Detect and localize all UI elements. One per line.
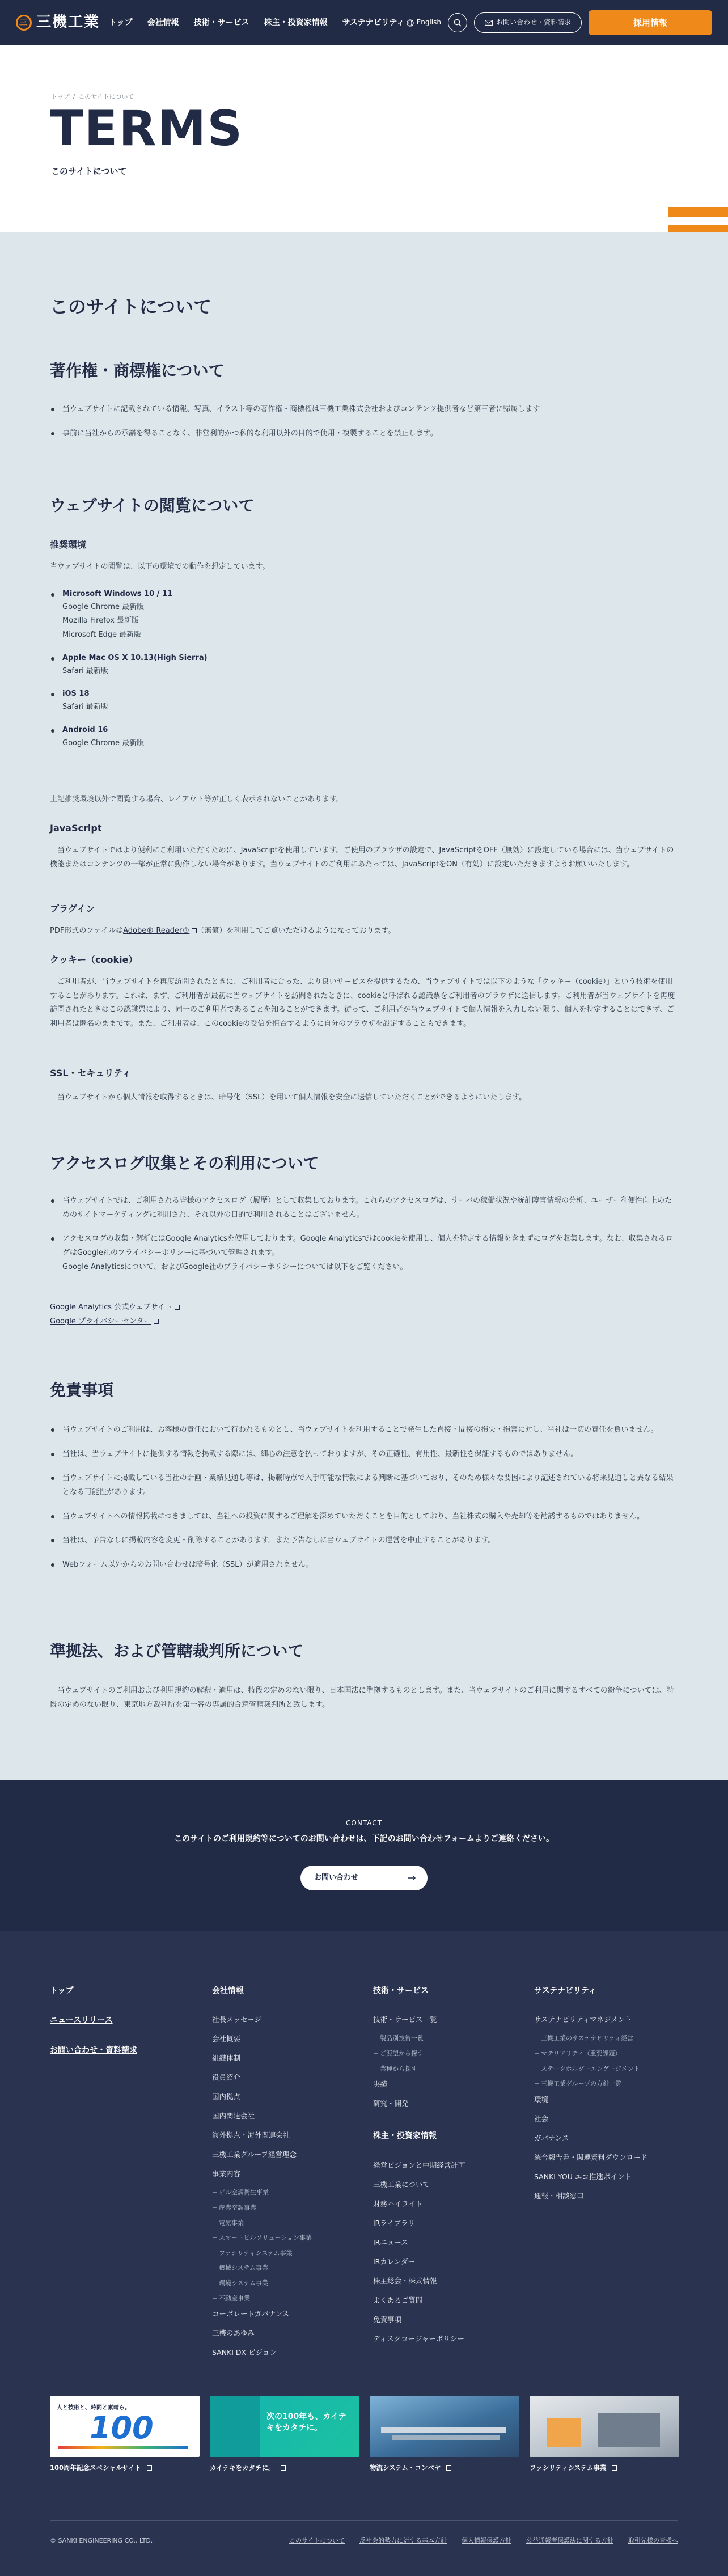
main-content	[0, 232, 728, 1780]
adobe-reader-link[interactable]	[123, 927, 197, 935]
banner-caption-text: カイテキをカタチに。	[210, 2464, 275, 2472]
banner-photo-area	[210, 2396, 260, 2457]
footer-link[interactable]: 実績	[373, 2080, 388, 2089]
env-os: Microsoft Windows 10 / 11	[62, 590, 173, 598]
footer-bottom	[50, 2520, 678, 2546]
footer-link[interactable]: IRニュース	[373, 2237, 408, 2247]
footer-link[interactable]: SANKI DX ビジョン	[212, 2348, 277, 2357]
footer-bottom-link[interactable]: 取引先様の皆様へ	[628, 2537, 678, 2544]
environment-heading: 推奨環境	[50, 539, 87, 550]
copyright-heading: 著作権・商標権について	[50, 361, 225, 380]
footer-link[interactable]: 研究・開発	[373, 2099, 409, 2108]
logo[interactable]	[16, 11, 101, 35]
breadcrumb-top[interactable]: トップ	[51, 93, 70, 100]
banner-text: 次の100年も、カイテキをカタチに。	[266, 2412, 346, 2433]
footer-sublink[interactable]: − ビル空調衛生事業	[212, 2188, 312, 2198]
env-os: Android 16	[62, 725, 108, 734]
main-heading: このサイトについて	[50, 296, 212, 318]
footer-sublink[interactable]: − マテリアリティ（重要課題）	[534, 2049, 647, 2059]
search-button[interactable]	[448, 13, 467, 32]
footer-link[interactable]: IRライブラリ	[373, 2218, 416, 2227]
footer-link[interactable]: IRカレンダー	[373, 2257, 416, 2266]
logo-text: 三機工業	[36, 14, 100, 31]
footer-link[interactable]: 統合報告書・関連資料ダウンロード	[534, 2152, 648, 2162]
list-item-line: アクセスログの収集・解析にはGoogle Analyticsを使用しております。Google Analyticsではcookieを使用し、個人を特定する情報を含まずにログを収集します。なお、収集されるログはGoogle社のプライバシーポリシーに基づいて管理されます。	[62, 1234, 673, 1258]
ssl-heading: SSL・セキュリティ	[50, 1068, 131, 1078]
access-log-heading: アクセスログ収集とその利用について	[50, 1154, 319, 1173]
footer-sublink[interactable]: − 三機工業のサステナビリティ経営	[534, 2033, 647, 2044]
list-item: 当社は、予告なしに掲載内容を変更・削除することがあります。また予告なしに当ウェブサイトの運営を中止することがあります。	[50, 1534, 678, 1548]
footer-col-company	[212, 1985, 312, 2366]
footer-bottom-link[interactable]: 公益通報者保護法に関する方針	[526, 2537, 613, 2544]
external-link-icon	[192, 928, 197, 933]
footer-col-tech	[373, 1985, 465, 2353]
footer-bottom-link[interactable]: 個人情報保護方針	[462, 2537, 511, 2544]
banner-caption	[530, 2463, 679, 2473]
language-label: English	[416, 18, 441, 27]
google-privacy-label: Google プライバシーセンター	[50, 1317, 151, 1326]
plugin-text-pre: PDF形式のファイルは	[50, 927, 124, 935]
banner-image	[50, 2396, 200, 2457]
env-browser: Microsoft Edge 最新版	[62, 631, 142, 640]
machine-graphic	[598, 2413, 660, 2447]
environment-list	[50, 589, 678, 760]
page-title: TERMS	[50, 100, 244, 157]
machine-graphic	[547, 2418, 581, 2447]
banner-caption-text: 物流システム・コンベヤ	[370, 2464, 441, 2472]
footer-sublink[interactable]: − 不動産事業	[212, 2294, 312, 2304]
banner-caption	[210, 2463, 359, 2473]
contact-form-label: お問い合わせ	[314, 1873, 359, 1882]
google-privacy-link[interactable]	[50, 1316, 678, 1328]
cookie-text: ご利用者が、当ウェブサイトを再度訪問されたときに、ご利用者に合った、より良いサービスを提供するため、当ウェブサイトでは以下のような「クッキー（cookie）」という技術を使用することがあります。これは、まず、ご利用者が最初に当ウェブサイトを訪問されたときに、cookieと呼ばれる認識票をご利用者のブラウザに送信します。ご利用者が当ウェブサイトを再度訪問されたときはこの認識票により、同一のご利用者であることを知ることができます。従って、ご利用者が当ウェブサイトで個人情報を入力しない限り、個人を特定することはできず、ご利用者は匿名のままです。また、ご利用者は、このcookieの受信を拒否するように自分のブラウザを設定することもできます。	[50, 978, 675, 1029]
footer-link[interactable]: 国内拠点	[212, 2092, 241, 2101]
header-contact-label: お問い合わせ・資料請求	[496, 18, 571, 27]
copyright: © SANKI ENGINEERING CO., LTD.	[50, 2537, 153, 2544]
footer-sublink[interactable]: − 機械システム事業	[212, 2263, 312, 2273]
env-item	[50, 725, 678, 750]
access-log-list	[50, 1194, 678, 1284]
footer-link[interactable]: 財務ハイライト	[373, 2199, 423, 2208]
footer-link[interactable]: 組織体制	[212, 2054, 241, 2063]
javascript-text: 当ウェブサイトではより便利にご利用いただくために、JavaScriptを使用しています。ご使用のブラウザの設定で、JavaScriptをOFF（無効）に設定している場合には、当ウェブサイトの機能またはコンテンツの一部が正常に動作しない場合があります。当ウェブサイトのご利用にあたっては、JavaScriptをON（有効）に設定いただきますようお願いいたします。	[50, 846, 674, 869]
list-item: Webフォーム以外からのお問い合わせは暗号化（SSL）が適用されません。	[50, 1558, 678, 1572]
footer-sublink[interactable]: − 製品別技術一覧	[373, 2033, 465, 2044]
breadcrumb-separator: /	[73, 93, 75, 100]
list-item: 当ウェブサイトに記載されている情報、写真、イラスト等の著作権・商標権は三機工業株式会社およびコンテンツ提供者など第三者に帰属します	[50, 403, 678, 417]
footer-col-sustainability	[534, 1985, 647, 2210]
conveyor-graphic	[392, 2435, 500, 2440]
recruit-button[interactable]: 採用情報	[589, 10, 712, 35]
footer-link[interactable]: 環境	[534, 2095, 549, 2104]
law-text: 当ウェブサイトのご利用および利用規約の解釈・適用は、特段の定めのない限り、日本国法に準拠するものとします。また、当ウェブサイトのご利用に関するすべての紛争については、特段の定めのない限り、東京地方裁判所を第一審の専属的合意管轄裁判所と致します。	[50, 1686, 674, 1709]
law-heading: 準拠法、および管轄裁判所について	[50, 1642, 304, 1660]
footer-company-heading[interactable]: 会社情報	[212, 1986, 244, 1995]
banner-text: 人と技術と、時間と素晴ら。	[57, 2405, 130, 2411]
footer-link[interactable]: 株主総会・株式情報	[373, 2276, 437, 2285]
mail-icon	[485, 20, 493, 26]
env-item	[50, 688, 678, 714]
footer-sublink[interactable]: − 業種から探す	[373, 2064, 465, 2074]
footer-col-main	[50, 1985, 137, 2074]
disclaimer-list	[50, 1423, 678, 1583]
site-header	[0, 0, 728, 45]
banner-caption	[370, 2463, 519, 2473]
nav-top[interactable]: トップ	[109, 18, 133, 27]
banner-logistics[interactable]	[370, 2396, 519, 2473]
cookie-heading: クッキー（cookie）	[50, 954, 138, 965]
global-nav	[109, 16, 404, 29]
environment-note: 上記推奨環境以外で閲覧する場合、レイアウト等が正しく表示されないことがあります。	[50, 795, 344, 803]
contact-band	[0, 1780, 728, 1931]
footer-news-link[interactable]: ニュースリリース	[50, 2016, 113, 2025]
google-analytics-link[interactable]	[50, 1302, 678, 1314]
banner-kaiteki[interactable]	[210, 2396, 359, 2473]
external-link-icon	[154, 1319, 159, 1324]
footer-link[interactable]: 海外拠点・海外関連会社	[212, 2131, 290, 2140]
contact-form-button[interactable]	[300, 1866, 428, 1890]
contact-label: CONTACT	[346, 1819, 382, 1827]
external-link-icon	[175, 1305, 180, 1310]
footer-sustainability-heading[interactable]: サステナビリティ	[534, 1986, 596, 1995]
footer-link[interactable]: 三機工業グループ経営理念	[212, 2150, 297, 2159]
page-subtitle: このサイトについて	[51, 166, 127, 176]
list-item: 当ウェブサイトに掲載している当社の計画・業績見通し等は、掲載時点で入手可能な情報による判断に基づいており、そのため様々な要因により記述されている将来見通しと異なる結果となる可能性があります。	[50, 1471, 678, 1499]
header-contact-button[interactable]	[474, 12, 582, 33]
external-link-icon	[147, 2465, 152, 2471]
adobe-reader-label: Adobe® Reader®	[123, 927, 190, 935]
footer-link[interactable]: 三機工業について	[373, 2180, 430, 2189]
plugin-heading: プラグイン	[50, 903, 95, 914]
language-switch[interactable]	[407, 17, 441, 28]
footer-link[interactable]: 国内関連会社	[212, 2112, 255, 2121]
footer-link[interactable]: 社会	[534, 2114, 549, 2123]
breadcrumb-current: このサイトについて	[78, 93, 134, 100]
footer-link[interactable]: 技術・サービス一覧	[373, 2015, 437, 2024]
banner-image	[210, 2396, 359, 2457]
footer-banners	[50, 2396, 679, 2473]
globe-icon	[407, 19, 414, 27]
footer-link[interactable]: 社長メッセージ	[212, 2015, 261, 2024]
arrow-right-icon	[408, 1875, 416, 1881]
banner-number: 100	[90, 2410, 154, 2446]
footer-sublink[interactable]: − 三機工業グループの方針一覧	[534, 2079, 647, 2089]
list-item-line: Google Analyticsについて、およびGoogle社のプライバシーポリシーについては以下をご覧ください。	[62, 1262, 408, 1271]
footer-contact-link[interactable]: お問い合わせ・資料請求	[50, 2045, 137, 2055]
footer-sublink[interactable]: − ファシリティシステム事業	[212, 2248, 312, 2258]
copyright-list	[50, 403, 678, 451]
footer-link[interactable]: よくあるご質問	[373, 2295, 423, 2304]
external-link-icon	[612, 2465, 617, 2471]
env-browser: Google Chrome 最新版	[62, 738, 145, 747]
site-footer	[0, 1931, 728, 2576]
nav-company[interactable]: 会社情報	[147, 18, 179, 27]
banner-caption-text: ファシリティシステム事業	[530, 2464, 607, 2472]
footer-bottom-link[interactable]: 反社会的勢力に対する基本方針	[359, 2537, 447, 2544]
env-browser: Google Chrome 最新版	[62, 602, 145, 611]
plugin-text-post: （無償）を利用してご覧いただけるようになっております。	[197, 927, 396, 935]
env-browser: Mozilla Firefox 最新版	[62, 616, 139, 625]
list-item: 当ウェブサイトへの情報掲載につきましては、当社への投資に関するご理解を深めていただくことを目的としており、当社株式の購入や売却等を勧誘するものではありません。	[50, 1510, 678, 1524]
logo-mark: 三	[16, 15, 32, 31]
footer-sublink[interactable]: − ステークホルダーエンゲージメント	[534, 2064, 647, 2074]
footer-link[interactable]: 会社概要	[212, 2034, 241, 2044]
banner-caption	[50, 2463, 200, 2473]
banner-decoration	[58, 2446, 188, 2449]
footer-sublink[interactable]: − 産業空調事業	[212, 2203, 312, 2213]
nav-technology[interactable]: 技術・サービス	[193, 18, 249, 27]
nav-ir[interactable]: 株主・投資家情報	[264, 18, 328, 27]
list-item: 当ウェブサイトでは、ご利用される皆様のアクセスログ（履歴）として収集しております。これらのアクセスログは、サーバの稼働状況や統計障害情報の分析、ユーザー利便性向上のためのサイトマーケティングに利用され、それ以外の目的で利用されることはございません。	[50, 1194, 678, 1222]
footer-link[interactable]: コーポレートガバナンス	[212, 2309, 290, 2319]
banner-caption-text: 100周年記念スペシャルサイト	[50, 2464, 141, 2472]
footer-sublink[interactable]: − 電気事業	[212, 2218, 312, 2228]
banner-image	[370, 2396, 519, 2457]
footer-link[interactable]: 役員紹介	[212, 2073, 241, 2082]
list-item: 当社は、当ウェブサイトに提供する情報を掲載する際には、細心の注意を払っておりますが、その正確性、有用性、最新性を保証するものではありません。	[50, 1448, 678, 1462]
banner-image	[530, 2396, 679, 2457]
footer-link[interactable]: サステナビリティマネジメント	[534, 2015, 632, 2024]
footer-link[interactable]: ディスクロージャーポリシー	[373, 2334, 465, 2343]
list-item	[50, 1232, 678, 1274]
header-utilities	[407, 10, 712, 35]
env-item	[50, 653, 678, 678]
env-os: iOS 18	[62, 690, 90, 699]
env-browser: Safari 最新版	[62, 703, 108, 712]
footer-link[interactable]: 三機のあゆみ	[212, 2329, 255, 2338]
footer-bottom-links	[289, 2536, 678, 2546]
footer-link[interactable]: SANKI YOU エコ推進ポイント	[534, 2172, 632, 2181]
search-icon	[454, 19, 462, 27]
footer-link[interactable]: ガバナンス	[534, 2133, 569, 2142]
footer-tech-heading[interactable]: 技術・サービス	[373, 1986, 429, 1995]
disclaimer-heading: 免責事項	[50, 1381, 114, 1399]
env-item	[50, 589, 678, 642]
footer-link[interactable]: 免責事項	[373, 2315, 402, 2324]
javascript-heading: JavaScript	[50, 823, 102, 834]
footer-sublink[interactable]: − 環境システム事業	[212, 2278, 312, 2289]
footer-link[interactable]: 通報・相談窓口	[534, 2191, 584, 2200]
external-link-icon	[446, 2465, 451, 2471]
external-link-icon	[281, 2465, 286, 2471]
ssl-text: 当ウェブサイトから個人情報を取得するときは、暗号化（SSL）を用いて個人情報を安全に送信していただくことができるようにいたします。	[57, 1093, 527, 1102]
footer-sublink[interactable]: − スマートビルソリューション事業	[212, 2233, 312, 2243]
footer-top-link[interactable]: トップ	[50, 1986, 74, 1995]
browsing-heading: ウェブサイトの閲覧について	[50, 496, 255, 515]
env-browser: Safari 最新版	[62, 666, 108, 675]
environment-intro: 当ウェブサイトの閲覧は、以下の環境での動作を想定しています。	[50, 562, 270, 571]
list-item: 事前に当社からの承諾を得ることなく、非営利的かつ私的な利用以外の目的で使用・複製することを禁止します。	[50, 427, 678, 441]
banner-100th-anniversary[interactable]	[50, 2396, 200, 2473]
conveyor-graphic	[381, 2427, 506, 2433]
nav-sustainability[interactable]: サステナビリティ	[342, 18, 405, 27]
footer-bottom-link[interactable]: このサイトについて	[289, 2537, 345, 2544]
footer-link[interactable]: 経営ビジョンと中期経営計画	[373, 2160, 465, 2169]
google-analytics-label: Google Analytics 公式ウェブサイト	[50, 1303, 172, 1312]
contact-text: このサイトのご利用規約等についてのお問い合わせは、下記のお問い合わせフォームよりご連絡ください。	[173, 1834, 555, 1843]
env-os: Apple Mac OS X 10.13(High Sierra)	[62, 653, 208, 662]
footer-link[interactable]: 事業内容	[212, 2169, 241, 2179]
page-title-area	[0, 45, 728, 232]
banner-facility[interactable]	[530, 2396, 679, 2473]
list-item: 当ウェブサイトのご利用は、お客様の責任において行われるものとし、当ウェブサイトを利用することで発生した直接・間接の損失・損害に対し、当社は一切の責任を負いません。	[50, 1423, 678, 1437]
plugin-text	[50, 924, 678, 938]
access-log-links	[50, 1302, 678, 1328]
footer-ir-heading[interactable]: 株主・投資家情報	[373, 2131, 437, 2141]
footer-sublink[interactable]: − ご要望から探す	[373, 2049, 465, 2059]
